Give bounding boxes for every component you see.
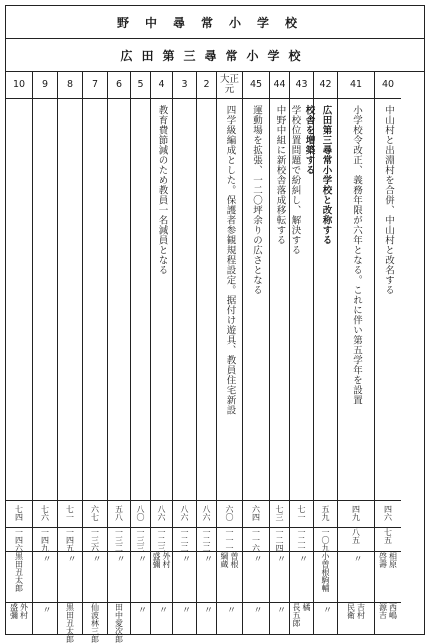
row-divider <box>58 500 82 501</box>
total-value: 一四六 <box>14 528 24 552</box>
event-note: 校舎を増築する <box>303 105 315 175</box>
row-divider <box>151 500 172 501</box>
year-column <box>151 72 173 634</box>
principal-name: 〃 <box>275 554 285 563</box>
year-column <box>243 72 270 634</box>
teacher-name: 〃 <box>180 605 190 614</box>
teacher-name: 〃 <box>251 605 262 614</box>
row-divider <box>108 500 130 501</box>
row-divider <box>131 500 150 501</box>
row-divider <box>217 500 242 501</box>
year-column <box>197 72 217 634</box>
event-note: 広田第三尋常小学校と改称する <box>320 105 332 245</box>
row-divider <box>290 500 313 501</box>
total-value: 一四五 <box>65 528 75 552</box>
year-column <box>33 72 58 634</box>
enrollment-value: 六〇 <box>225 505 234 521</box>
total-value: 一二二 <box>180 528 189 552</box>
year-label: 8 <box>58 72 82 99</box>
event-note: 中野中組に新校舎落成移転する <box>274 105 286 245</box>
total-value: 一〇九 <box>321 528 330 552</box>
event-note: 運動場を拡張、一二〇坪余りの広さとなる <box>251 105 262 295</box>
total-value: 一三三 <box>136 528 145 552</box>
teacher-name: 源吉 <box>378 603 388 619</box>
year-column <box>83 72 108 643</box>
year-label: 6 <box>108 72 130 99</box>
total-value: 一一一 <box>225 528 234 552</box>
teacher-name: 〃 <box>202 605 212 614</box>
row-divider <box>6 500 32 501</box>
total-value: 一四九 <box>40 528 50 552</box>
event-note: 学校位置問題で紛糾し、解決する <box>289 105 301 255</box>
principal-name: 小曽根駒輔 <box>321 552 330 592</box>
principal-name: 〃 <box>180 554 190 563</box>
row-divider <box>243 500 269 501</box>
year-label: 41 <box>338 72 374 99</box>
event-notes <box>173 105 196 500</box>
enrollment-value: 八六 <box>157 505 166 521</box>
principal-name: 〃 <box>297 554 307 563</box>
header-new-school-name: 広田第三尋常小学校 <box>6 39 424 72</box>
row-divider <box>173 500 196 501</box>
teacher-name: 〃 <box>321 605 331 614</box>
enrollment-value: 四九 <box>351 505 361 521</box>
teacher-name: 黒田丑太郎 <box>65 603 75 643</box>
year-column <box>6 72 33 634</box>
event-notes <box>108 105 130 500</box>
enrollment-value: 八六 <box>180 505 189 521</box>
enrollment-value: 六七 <box>90 505 100 521</box>
principal-name: 黒田丑太郎 <box>14 552 24 592</box>
total-value: 八五 <box>351 528 361 544</box>
total-value: 一二二 <box>202 528 211 552</box>
enrollment-value: 五八 <box>114 505 124 521</box>
teacher-name: 〃 <box>225 605 235 614</box>
enrollment-value: 六四 <box>251 505 261 521</box>
enrollment-value: 八六 <box>202 505 211 521</box>
teacher-name: 盛彌 <box>9 603 19 619</box>
header-old-school-name: 野中尋常小学校 <box>6 6 424 39</box>
principal-name: 〃 <box>202 554 212 563</box>
year-label: 10 <box>6 72 32 99</box>
teacher-name: 〃 <box>136 605 146 614</box>
enrollment-value: 五九 <box>321 505 330 521</box>
teacher-name: 西嶋 <box>388 603 398 619</box>
event-note: 教育費節減のため教員一名減員となる <box>156 105 168 275</box>
year-column <box>217 72 243 634</box>
total-value: 一二四 <box>275 528 284 552</box>
year-label: 44 <box>270 72 289 99</box>
teacher-name: 橘 <box>302 603 311 611</box>
year-label: 7 <box>83 72 107 99</box>
total-value: 一三二 <box>114 528 124 552</box>
teacher-name: 〃 <box>40 605 51 614</box>
year-label: 3 <box>173 72 196 99</box>
total-value: 一一六 <box>251 528 261 552</box>
row-divider <box>33 500 57 501</box>
principal-name: 外村 <box>162 552 171 568</box>
year-column <box>108 72 131 643</box>
total-value: 一二三 <box>157 528 166 552</box>
row-divider <box>197 500 216 501</box>
year-label: 4 <box>151 72 172 99</box>
row-divider <box>83 500 107 501</box>
enrollment-value: 七四 <box>14 505 24 521</box>
year-column <box>58 72 83 643</box>
principal-name: 盛彌 <box>152 552 161 568</box>
event-notes <box>6 105 32 500</box>
row-divider <box>270 500 289 501</box>
year-column <box>314 72 338 634</box>
teacher-name: 吉村 <box>356 603 366 619</box>
year-label: 43 <box>290 72 313 99</box>
year-label: 大正元 <box>217 72 242 99</box>
enrollment-value: 七六 <box>40 505 50 521</box>
event-notes <box>290 105 313 500</box>
principal-name: 〃 <box>114 554 125 563</box>
year-label: 9 <box>33 72 57 99</box>
total-value: 一三六 <box>90 528 100 552</box>
year-column <box>338 72 375 634</box>
event-notes <box>314 105 337 500</box>
principal-name: 〃 <box>351 554 362 563</box>
year-column <box>131 72 151 634</box>
event-notes <box>217 105 242 500</box>
event-notes <box>197 105 216 500</box>
principal-name: 啓壽 <box>378 552 388 568</box>
event-notes <box>270 105 289 500</box>
enrollment-value: 四六 <box>383 505 393 521</box>
event-notes <box>33 105 57 500</box>
principal-name: 曽根 <box>230 552 239 568</box>
event-notes <box>131 105 150 500</box>
row-divider <box>375 500 401 501</box>
year-label: 45 <box>243 72 269 99</box>
event-notes <box>243 105 269 500</box>
principal-name: 〃 <box>90 554 101 563</box>
event-note: 中山村と出淵村を合併、中山村と改名する <box>383 105 394 295</box>
enrollment-value: 七三 <box>275 505 284 521</box>
principal-name: 相原 <box>388 552 398 568</box>
principal-name: 綱蔵 <box>220 552 229 568</box>
enrollment-value: 八〇 <box>136 505 145 521</box>
event-notes <box>58 105 82 500</box>
year-columns <box>6 72 424 643</box>
year-label: 5 <box>131 72 150 99</box>
enrollment-value: 七一 <box>297 505 306 521</box>
teacher-name: 〃 <box>157 605 167 614</box>
principal-name: 〃 <box>136 554 146 563</box>
year-label: 2 <box>197 72 216 99</box>
event-notes <box>338 105 374 500</box>
teacher-name: 民衛 <box>346 603 356 619</box>
year-column <box>290 72 314 634</box>
event-notes <box>83 105 107 500</box>
principal-name: 〃 <box>65 554 76 563</box>
school-history-table <box>5 5 425 643</box>
enrollment-value: 七一 <box>65 505 75 521</box>
year-column <box>375 72 401 634</box>
event-note: 小学校令改正、義務年限が六年となる。これに伴い第五学年を設置 <box>351 105 362 405</box>
teacher-name: 長五郎 <box>292 603 301 627</box>
event-note: 四学級編成とした。保護者参観規程設定。据付け遊具、教員住宅新設 <box>224 105 236 415</box>
principal-name: 〃 <box>40 554 51 563</box>
year-label: 42 <box>314 72 337 99</box>
event-notes <box>375 105 401 500</box>
year-column <box>173 72 197 634</box>
event-notes <box>151 105 172 500</box>
row-divider <box>338 500 374 501</box>
total-value: 七五 <box>383 528 393 544</box>
principal-name: 〃 <box>251 554 262 563</box>
teacher-name: 仙波林三郎 <box>90 603 100 643</box>
teacher-name: 田中愛次郎 <box>114 603 124 643</box>
year-label: 40 <box>375 72 401 99</box>
teacher-name: 〃 <box>275 605 285 614</box>
row-divider <box>314 500 337 501</box>
total-value: 一二一 <box>297 528 306 552</box>
teacher-name: 外村 <box>19 603 29 619</box>
